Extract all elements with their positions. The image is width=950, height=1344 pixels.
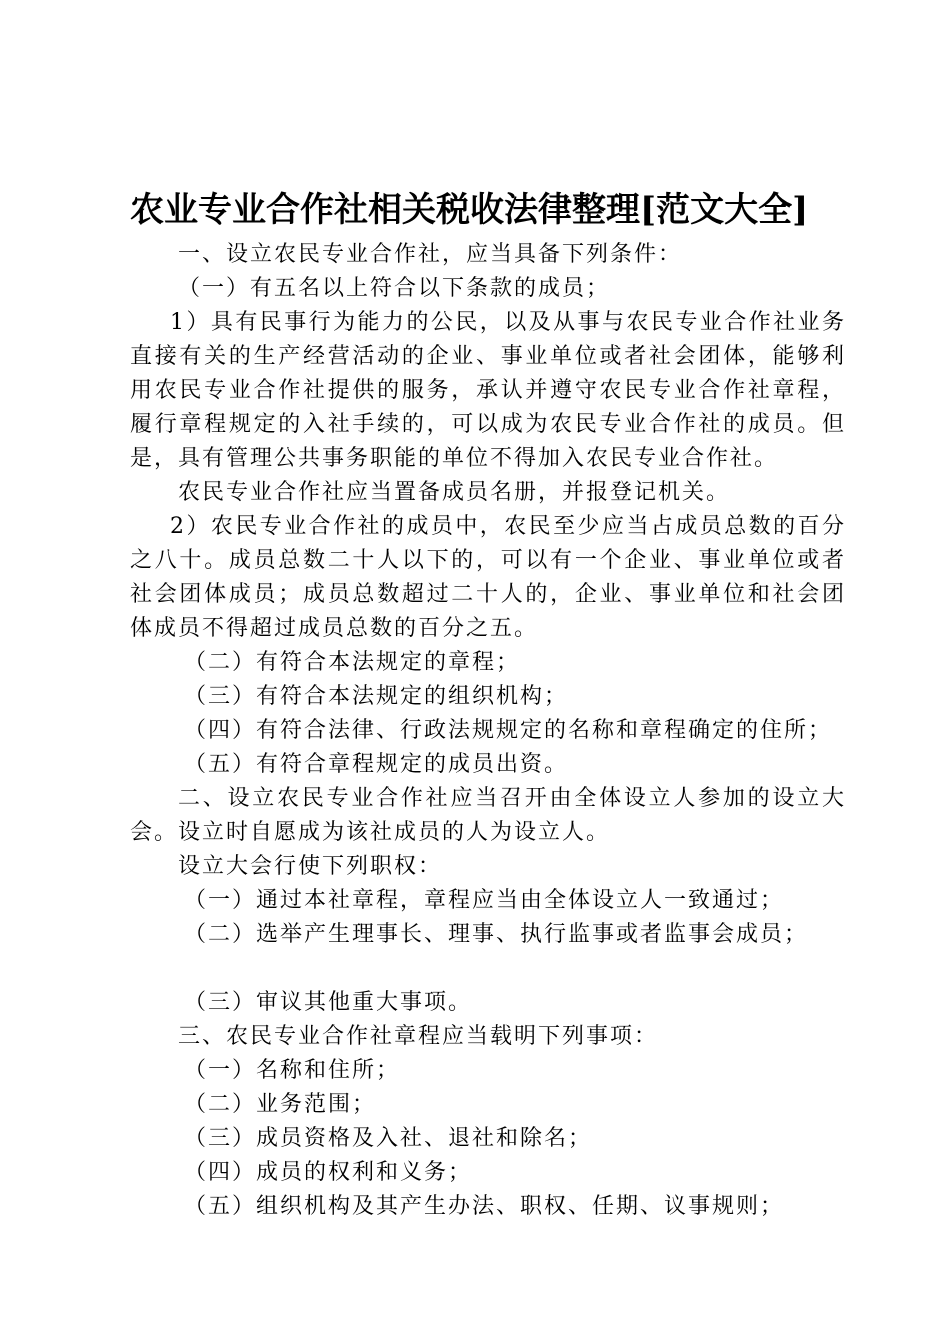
paragraph-power-3: （三）审议其他重大事项。: [184, 990, 473, 1015]
paragraph-condition-4: （四）有符合法律、行政法规规定的名称和章程确定的住所；: [184, 718, 833, 743]
paragraph-power-2: （二）选举产生理事长、理事、执行监事或者监事会成员；: [184, 922, 809, 947]
paragraph-section-2-heading: 二、设立农民专业合作社应当召开由全体设立人参加的设立大会。设立时自愿成为该社成员的人为设立人。: [130, 786, 846, 845]
paragraph-power-1: （一）通过本社章程，章程应当由全体设立人一致通过；: [184, 888, 785, 913]
paragraph-section-1-heading: 一、设立农民专业合作社，应当具备下列条件：: [178, 242, 683, 267]
paragraph-charter-item-1: （一）名称和住所；: [184, 1058, 401, 1083]
paragraph-member-register: 农民专业合作社应当置备成员名册，并报登记机关。: [178, 480, 731, 505]
blank-line: [130, 952, 846, 986]
paragraph-section-3-heading: 三、农民专业合作社章程应当载明下列事项：: [178, 1024, 659, 1049]
paragraph-charter-item-2: （二）业务范围；: [184, 1092, 377, 1117]
paragraph-condition-1: （一）有五名以上符合以下条款的成员；: [178, 276, 611, 301]
paragraph-condition-3: （三）有符合本法规定的组织机构；: [184, 684, 569, 709]
paragraph-charter-item-4: （四）成员的权利和义务；: [184, 1160, 473, 1185]
paragraph-assembly-powers: 设立大会行使下列职权：: [178, 854, 443, 879]
document-body: [130, 238, 846, 1224]
paragraph-charter-item-3: （三）成员资格及入社、退社和除名；: [184, 1126, 593, 1151]
paragraph-condition-2: （二）有符合本法规定的章程；: [184, 650, 521, 675]
document-title: 农业专业合作社相关税收法律整理[范文大全]: [130, 190, 809, 230]
paragraph-member-ratio: 2）农民专业合作社的成员中，农民至少应当占成员总数的百分之八十。成员总数二十人以下的，可以有一个企业、事业单位或者社会团体成员；成员总数超过二十人的，企业、事业单位和社会团体成员不得超过成员总数的百分之五。: [130, 514, 846, 641]
paragraph-condition-5: （五）有符合章程规定的成员出资。: [184, 752, 569, 777]
paragraph-charter-item-5: （五）组织机构及其产生办法、职权、任期、议事规则；: [184, 1194, 785, 1219]
paragraph-member-eligibility: 1）具有民事行为能力的公民，以及从事与农民专业合作社业务直接有关的生产经营活动的企业、事业单位或者社会团体，能够利用农民专业合作社提供的服务，承认并遵守农民专业合作社章程，履行章程规定的入社手续的，可以成为农民专业合作社的成员。但是，具有管理公共事务职能的单位不得加入农民专业合作社。: [130, 310, 846, 471]
